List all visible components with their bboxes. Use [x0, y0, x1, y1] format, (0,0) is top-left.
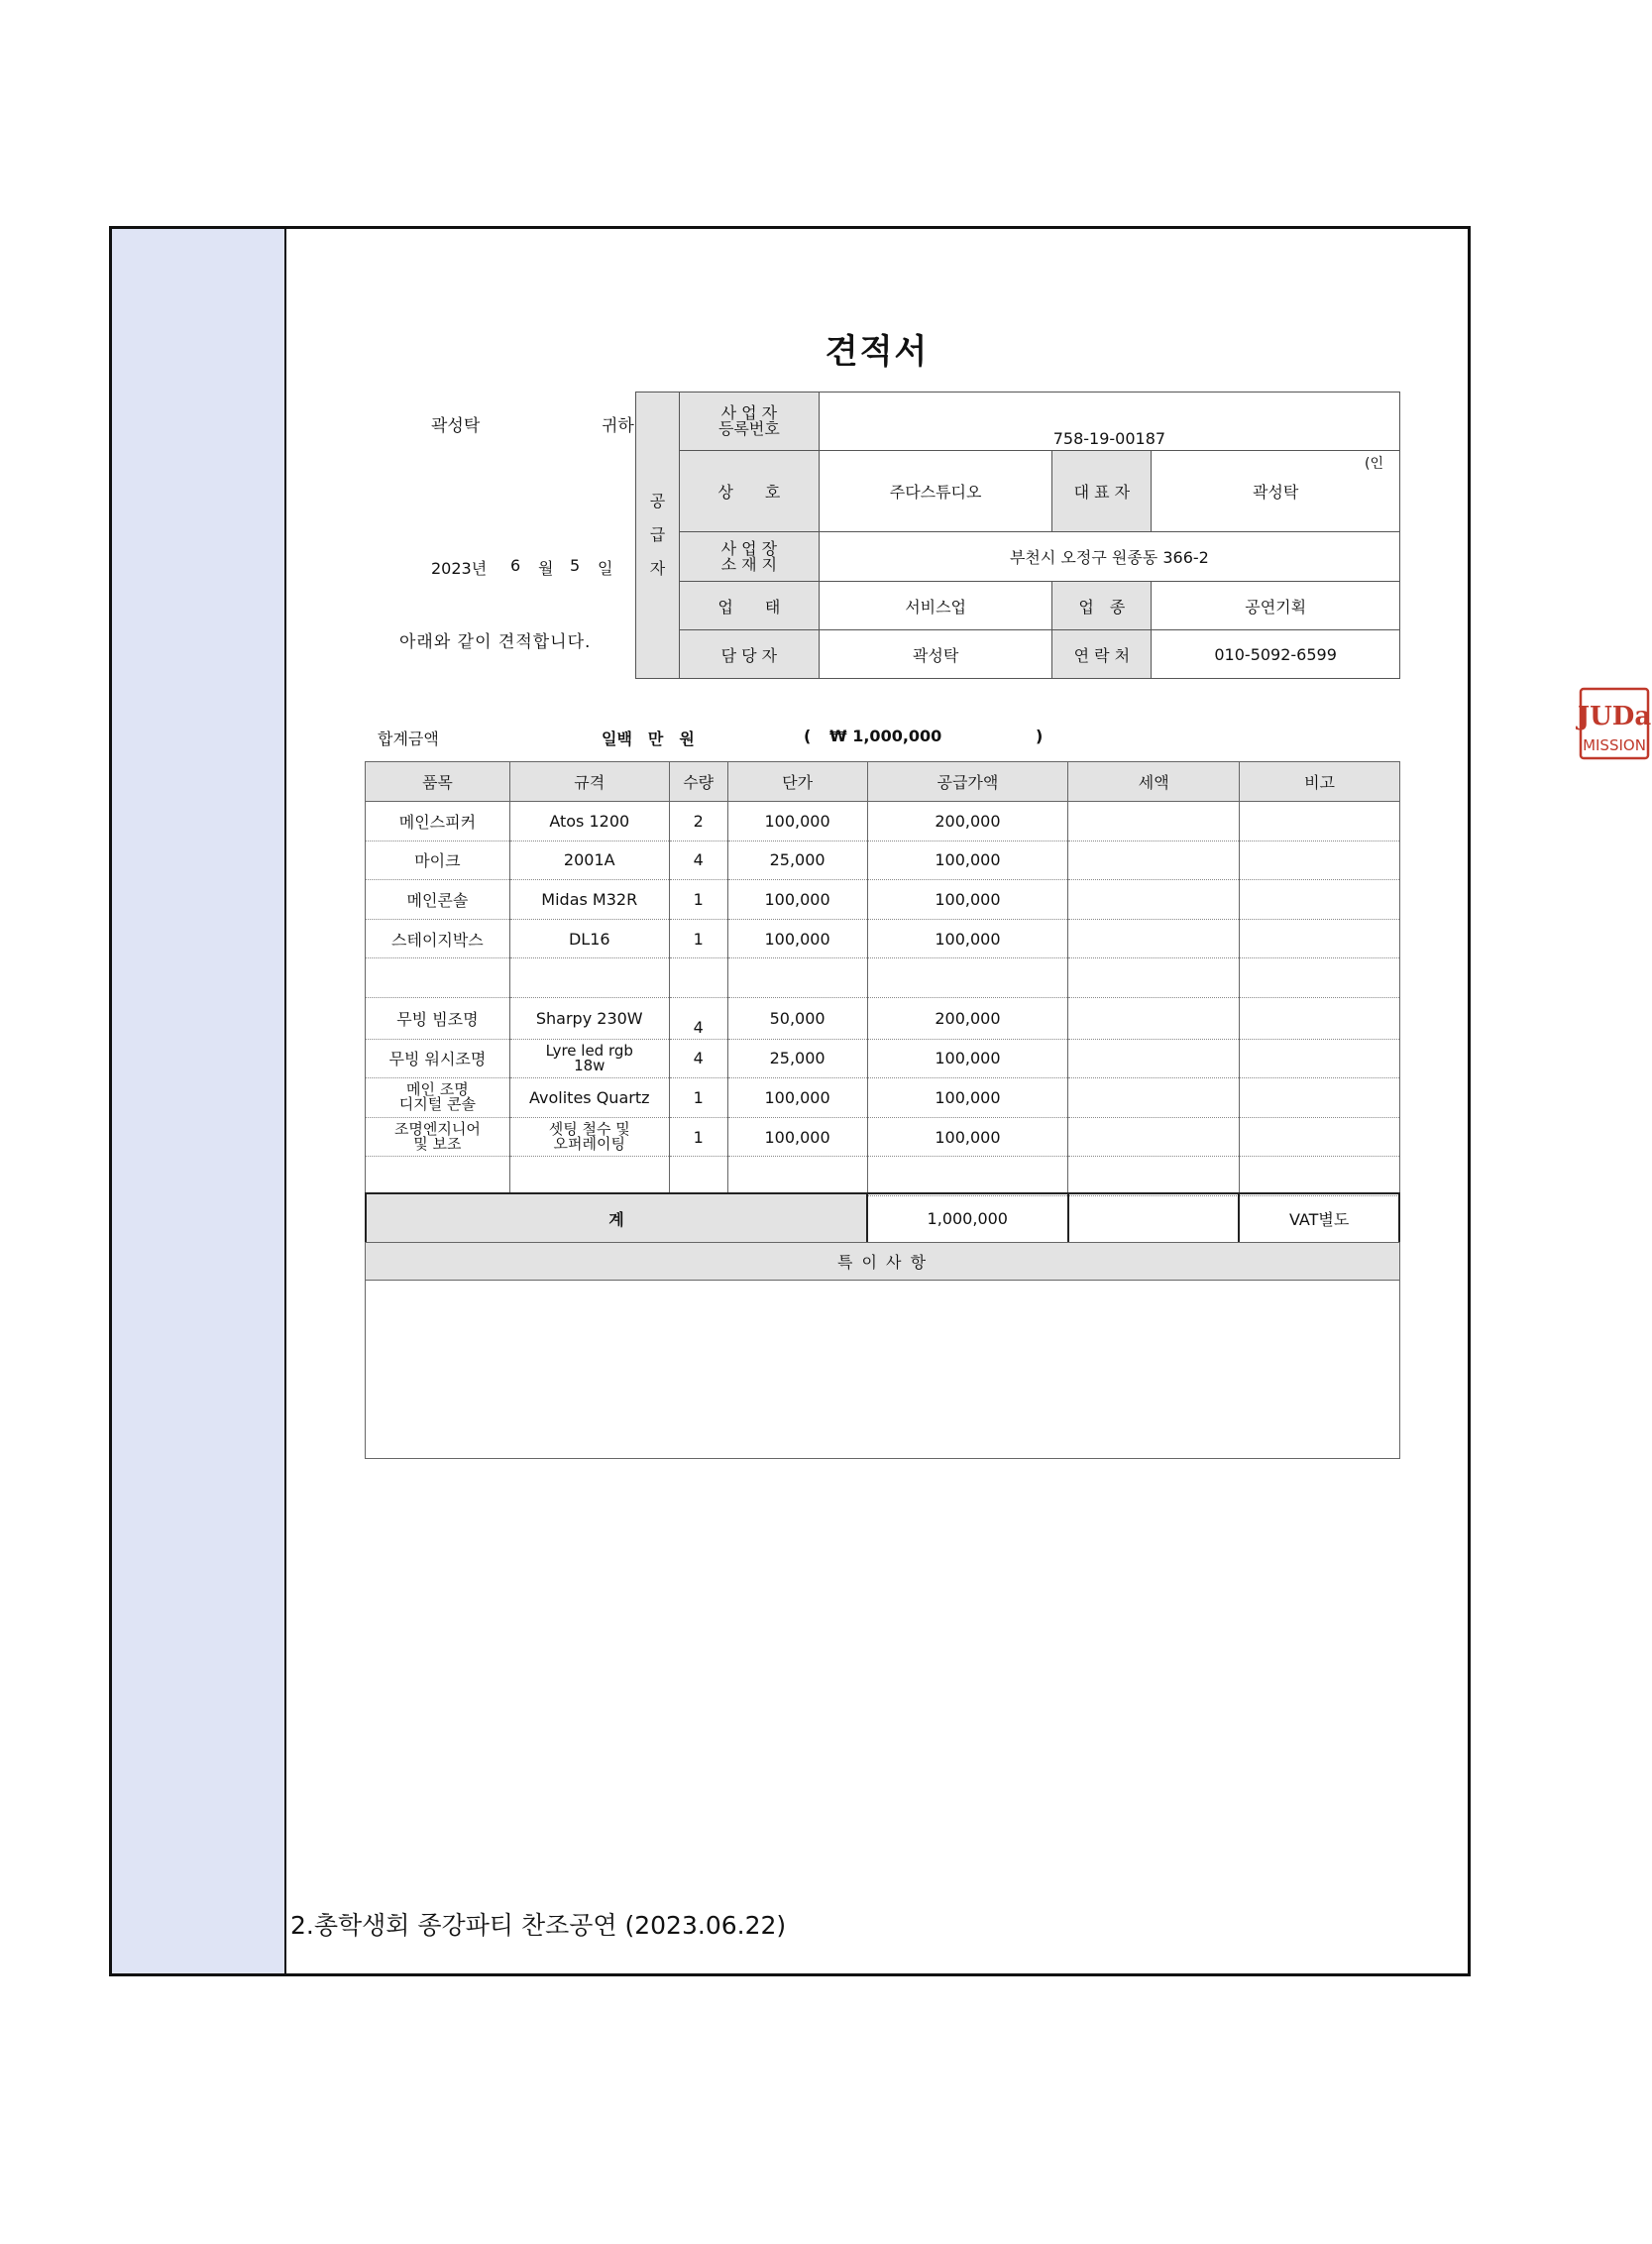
table-row — [366, 1117, 1400, 1157]
sum-amount: ₩ 1,000,000 — [829, 727, 942, 745]
item-supply-value: 100,000 — [867, 1039, 1068, 1078]
item-tax — [1068, 997, 1240, 1039]
item-name — [366, 958, 510, 998]
header-note: 비고 — [1240, 762, 1400, 802]
item-spec: Lyre led rgb 18w — [509, 1039, 669, 1078]
item-supply-value: 200,000 — [867, 802, 1068, 842]
item-tax — [1068, 880, 1240, 920]
manager-label: 담 당 자 — [679, 630, 819, 679]
item-qty: 2 — [669, 802, 727, 842]
supplier-side-label: 공 급 자 — [636, 393, 680, 679]
item-qty: 1 — [669, 1078, 727, 1118]
item-supply-value: 100,000 — [867, 1117, 1068, 1157]
total-tax — [1068, 1193, 1240, 1243]
header-supply-value: 공급가액 — [867, 762, 1068, 802]
item-tax — [1068, 958, 1240, 998]
remarks-table — [365, 1242, 1400, 1459]
item-name: 마이크 — [366, 841, 510, 880]
item-spec — [509, 958, 669, 998]
item-name: 무빙 빔조명 — [366, 997, 510, 1039]
reg-number: 758-19-00187 — [819, 393, 1399, 451]
item-unit-price — [727, 1157, 867, 1196]
item-supply-value: 100,000 — [867, 841, 1068, 880]
quote-document — [286, 229, 1652, 1973]
item-qty — [669, 958, 727, 998]
items-table — [365, 761, 1400, 1196]
representative-name: 곽성탁 — [1252, 483, 1299, 502]
sum-close-paren: ) — [1036, 727, 1044, 745]
item-unit-price — [727, 958, 867, 998]
item-qty: 1 — [669, 880, 727, 920]
item-spec: Atos 1200 — [509, 802, 669, 842]
date-day: 5 — [570, 556, 581, 575]
item-tax — [1068, 1157, 1240, 1196]
item-tax — [1068, 1078, 1240, 1118]
total-supply-value: 1,000,000 — [867, 1193, 1068, 1243]
item-supply-value: 200,000 — [867, 997, 1068, 1039]
table-row — [366, 1078, 1400, 1118]
items-header-row — [366, 762, 1400, 802]
item-qty — [669, 1157, 727, 1196]
item-spec: DL16 — [509, 919, 669, 958]
item-qty: 4 — [669, 1039, 727, 1078]
manager-name: 곽성탁 — [819, 630, 1052, 679]
item-note — [1240, 919, 1400, 958]
item-note — [1240, 1039, 1400, 1078]
header-item: 품목 — [366, 762, 510, 802]
item-name: 메인 조명 디지털 콘솔 — [366, 1078, 510, 1118]
item-tax — [1068, 919, 1240, 958]
header-qty: 수량 — [669, 762, 727, 802]
representative-cell — [1152, 451, 1400, 532]
item-tax — [1068, 802, 1240, 842]
item-spec: Sharpy 230W — [509, 997, 669, 1039]
table-row — [366, 919, 1400, 958]
representative-label: 대 표 자 — [1052, 451, 1152, 532]
seal-bottom-text: MISSION — [1583, 736, 1646, 754]
item-note — [1240, 1157, 1400, 1196]
intro-text: 아래와 같이 견적합니다. — [399, 632, 592, 652]
document-title: 견적서 — [825, 332, 930, 372]
address: 부천시 오정구 원종동 366-2 — [819, 532, 1399, 582]
item-unit-price: 100,000 — [727, 919, 867, 958]
item-spec: Avolites Quartz — [509, 1078, 669, 1118]
sum-open-paren: ( — [804, 727, 812, 745]
item-unit-price: 25,000 — [727, 1039, 867, 1078]
total-note: VAT별도 — [1239, 1193, 1399, 1243]
item-name — [366, 1157, 510, 1196]
remarks-label: 특 이 사 항 — [366, 1243, 1400, 1281]
table-row — [366, 841, 1400, 880]
contact-label: 연 락 처 — [1052, 630, 1152, 679]
date-year: 2023년 — [431, 559, 488, 578]
item-name: 스테이지박스 — [366, 919, 510, 958]
item-name: 조명엔지니어 및 보조 — [366, 1117, 510, 1157]
item-qty: 1 — [669, 1117, 727, 1157]
recipient-name: 곽성탁 — [431, 416, 481, 436]
side-panel — [112, 229, 286, 1973]
seal-mark: (인 — [1365, 456, 1383, 472]
section-caption: 2.총학생회 종강파티 찬조공연 (2023.06.22) — [290, 1911, 787, 1940]
item-supply-value: 100,000 — [867, 919, 1068, 958]
date-day-unit: 일 — [598, 559, 613, 578]
company-name-label: 상 호 — [679, 451, 819, 532]
item-qty: 4 — [669, 997, 727, 1039]
table-row — [366, 1157, 1400, 1196]
sum-words: 일백 만 원 — [602, 729, 695, 748]
item-spec: 셋팅 철수 및 오퍼레이팅 — [509, 1117, 669, 1157]
item-note — [1240, 841, 1400, 880]
item-supply-value — [867, 1157, 1068, 1196]
item-unit-price: 50,000 — [727, 997, 867, 1039]
total-row — [366, 1193, 1399, 1243]
item-qty: 4 — [669, 841, 727, 880]
item-note — [1240, 958, 1400, 998]
item-note — [1240, 997, 1400, 1039]
item-supply-value: 100,000 — [867, 1078, 1068, 1118]
total-label: 계 — [366, 1193, 867, 1243]
biz-type: 서비스업 — [819, 582, 1052, 630]
header-spec: 규격 — [509, 762, 669, 802]
biz-item: 공연기획 — [1152, 582, 1400, 630]
item-unit-price: 25,000 — [727, 841, 867, 880]
page-frame — [109, 226, 1652, 1976]
header-unit-price: 단가 — [727, 762, 867, 802]
biz-type-label: 업 태 — [679, 582, 819, 630]
item-unit-price: 100,000 — [727, 880, 867, 920]
item-name: 메인스피커 — [366, 802, 510, 842]
item-spec: Midas M32R — [509, 880, 669, 920]
company-name: 주다스튜디오 — [819, 451, 1052, 532]
table-row — [366, 958, 1400, 998]
table-row — [366, 880, 1400, 920]
item-name: 메인콘솔 — [366, 880, 510, 920]
item-supply-value — [867, 958, 1068, 998]
biz-item-label: 업 종 — [1052, 582, 1152, 630]
contact-number: 010-5092-6599 — [1152, 630, 1400, 679]
header-tax: 세액 — [1068, 762, 1240, 802]
company-seal-icon — [1575, 685, 1652, 762]
sum-label: 합계금액 — [378, 729, 439, 748]
item-tax — [1068, 1039, 1240, 1078]
table-row — [366, 997, 1400, 1039]
total-table — [365, 1192, 1400, 1244]
item-unit-price: 100,000 — [727, 1078, 867, 1118]
item-note — [1240, 880, 1400, 920]
table-row — [366, 1039, 1400, 1078]
item-unit-price: 100,000 — [727, 802, 867, 842]
item-spec: 2001A — [509, 841, 669, 880]
supplier-table — [635, 392, 1400, 679]
table-row — [366, 802, 1400, 842]
item-name: 무빙 워시조명 — [366, 1039, 510, 1078]
address-label: 사 업 장 소 재 지 — [679, 532, 819, 582]
item-spec — [509, 1157, 669, 1196]
item-qty: 1 — [669, 919, 727, 958]
date-month-unit: 월 — [538, 559, 554, 578]
reg-label: 사 업 자 등록번호 — [679, 393, 819, 451]
item-note — [1240, 1078, 1400, 1118]
date-month: 6 — [510, 556, 521, 575]
remarks-body — [366, 1281, 1400, 1459]
recipient-honorific: 귀하 — [602, 416, 634, 436]
item-tax — [1068, 841, 1240, 880]
item-unit-price: 100,000 — [727, 1117, 867, 1157]
item-tax — [1068, 1117, 1240, 1157]
item-note — [1240, 802, 1400, 842]
seal-top-text: JUDa — [1577, 702, 1652, 731]
item-supply-value: 100,000 — [867, 880, 1068, 920]
item-note — [1240, 1117, 1400, 1157]
